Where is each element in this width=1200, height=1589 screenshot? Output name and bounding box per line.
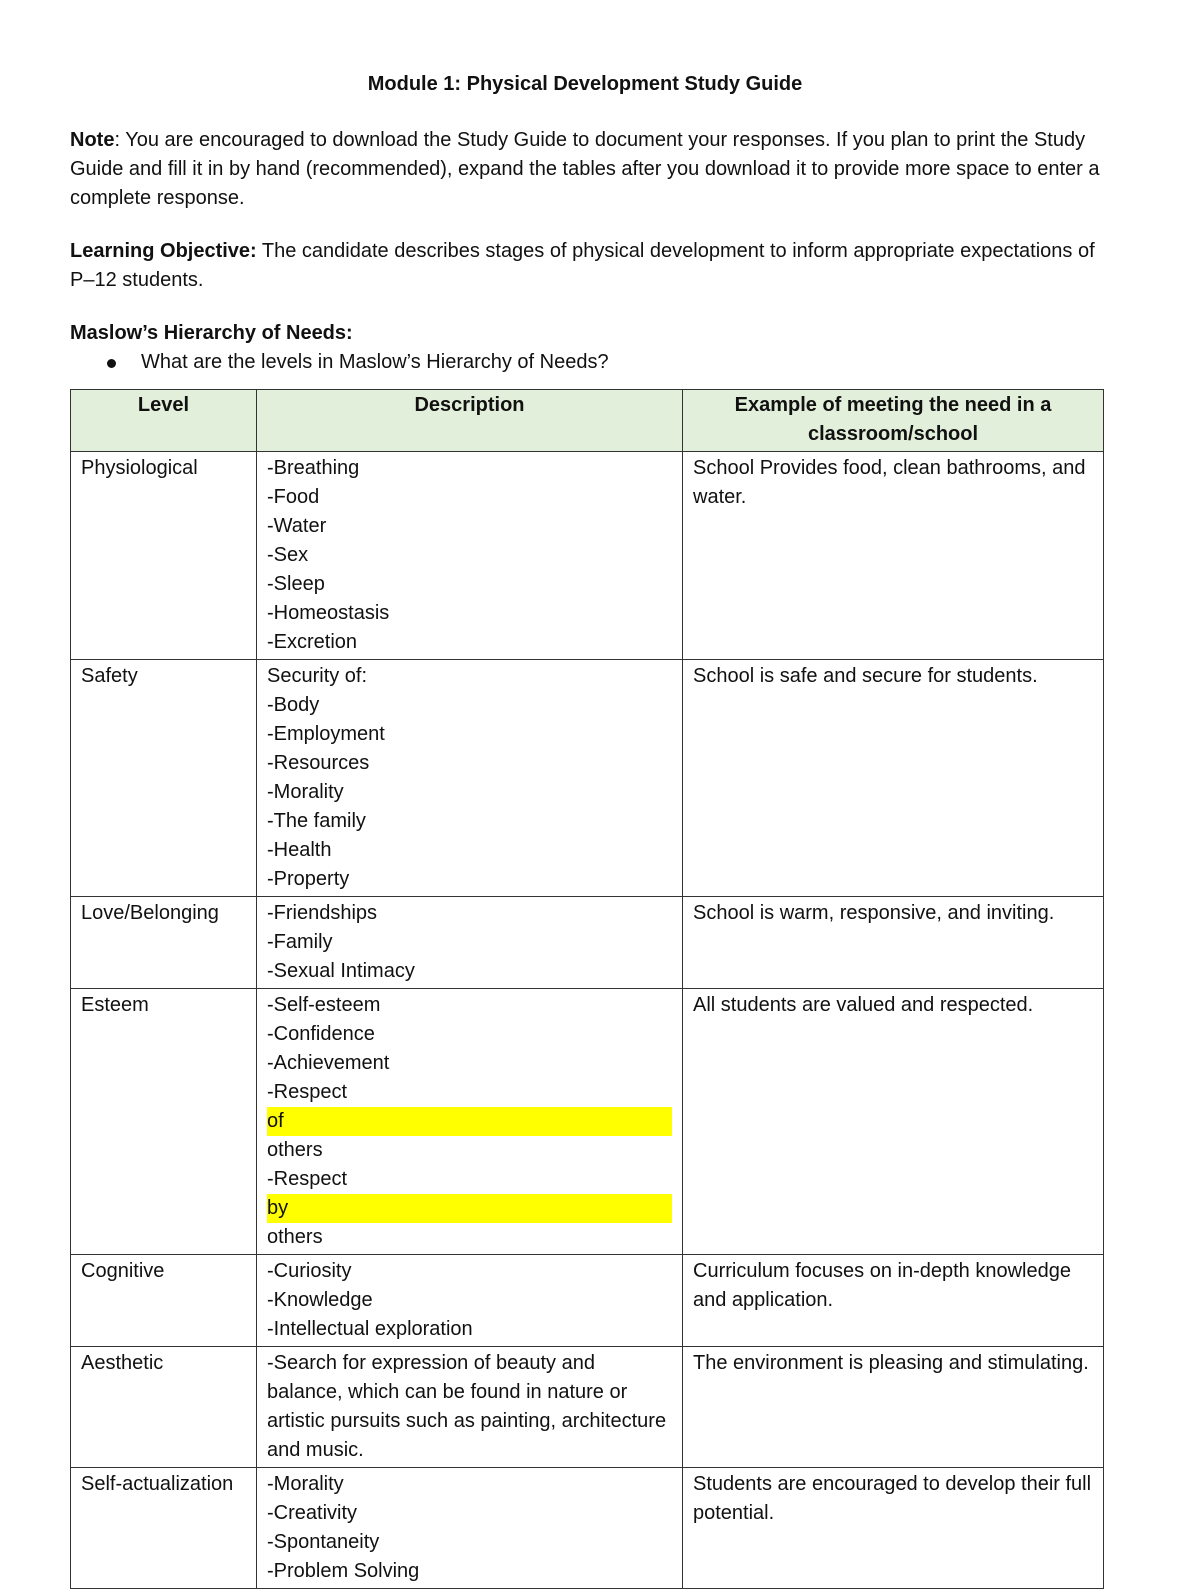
description-line: -Morality (267, 781, 344, 803)
note-paragraph (70, 126, 1115, 213)
example-cell: All students are valued and respected. (683, 989, 1104, 1255)
list-item (70, 348, 1120, 377)
description-line: -Friendships (267, 902, 378, 924)
description-line: -Creativity (267, 1502, 358, 1524)
level-cell: Safety (71, 660, 257, 897)
description-cell (257, 1255, 683, 1347)
table-row (71, 1468, 1104, 1589)
objective-label: Learning Objective: (70, 240, 257, 262)
description-line: -Confidence (267, 1023, 375, 1045)
description-line: -Sleep (267, 573, 325, 595)
description-line (267, 1078, 672, 1165)
column-header-description: Description (257, 390, 683, 452)
description-line: -Property (267, 868, 350, 890)
section-heading: Maslow’s Hierarchy of Needs: (70, 322, 353, 344)
question-list (70, 348, 1120, 377)
description-line: -Problem Solving (267, 1560, 420, 1582)
study-guide-page (70, 68, 1120, 1589)
level-cell: Physiological (71, 452, 257, 660)
respect-prefix: -Respect (267, 1168, 348, 1190)
description-line: -Achievement (267, 1052, 390, 1074)
description-line: -Spontaneity (267, 1531, 380, 1553)
note-label: Note (70, 129, 115, 151)
description-line: -Search for expression of beauty and balance, which can be found in nature or artistic pursuits such as painting, architecture and music. (267, 1352, 667, 1461)
column-header-example: Example of meeting the need in a classroom/school (683, 390, 1104, 452)
note-text: : You are encouraged to download the Study Guide to document your responses. If you plan to print the Study Guide and fill it in by hand (recommended), expand the tables after you download it to provide more space to enter a complete response. (70, 129, 1100, 209)
maslow-table (70, 389, 1104, 1589)
description-cell (257, 1468, 683, 1589)
description-cell (257, 1347, 683, 1468)
table-row (71, 452, 1104, 660)
table-row (71, 1255, 1104, 1347)
level-cell: Self-actualization (71, 1468, 257, 1589)
description-line: -Health (267, 839, 332, 861)
example-cell: School Provides food, clean bathrooms, and water. (683, 452, 1104, 660)
description-line: -Self-esteem (267, 994, 381, 1016)
example-cell: School is warm, responsive, and inviting. (683, 897, 1104, 989)
description-cell (257, 897, 683, 989)
question-text: What are the levels in Maslow’s Hierarchy of Needs? (141, 351, 609, 373)
description-line: -Resources (267, 752, 370, 774)
description-line: -Excretion (267, 631, 358, 653)
description-line: -Family (267, 931, 333, 953)
description-line: -Morality (267, 1473, 344, 1495)
column-header-level: Level (71, 390, 257, 452)
bullet-icon (107, 359, 116, 368)
level-cell: Esteem (71, 989, 257, 1255)
description-line: -The family (267, 810, 366, 832)
description-cell (257, 989, 683, 1255)
table-row (71, 660, 1104, 897)
highlighted-word: by (267, 1194, 672, 1223)
level-cell: Aesthetic (71, 1347, 257, 1468)
description-line: -Employment (267, 723, 385, 745)
description-cell (257, 452, 683, 660)
respect-suffix: others (267, 1226, 323, 1248)
description-line: -Intellectual exploration (267, 1318, 473, 1340)
description-line: Security of: (267, 665, 368, 687)
description-line: -Homeostasis (267, 602, 390, 624)
level-cell: Cognitive (71, 1255, 257, 1347)
description-line: -Knowledge (267, 1289, 373, 1311)
description-line: -Body (267, 694, 320, 716)
table-header-row (71, 390, 1104, 452)
example-cell: Curriculum focuses on in-depth knowledge and application. (683, 1255, 1104, 1347)
table-row (71, 897, 1104, 989)
description-line (267, 1165, 672, 1252)
description-line: -Water (267, 515, 327, 537)
highlighted-word: of (267, 1107, 672, 1136)
description-line: -Sex (267, 544, 309, 566)
example-cell: School is safe and secure for students. (683, 660, 1104, 897)
example-cell: Students are encouraged to develop their full potential. (683, 1468, 1104, 1589)
table-row (71, 989, 1104, 1255)
level-cell: Love/Belonging (71, 897, 257, 989)
respect-prefix: -Respect (267, 1081, 348, 1103)
description-line: -Breathing (267, 457, 360, 479)
description-line: -Sexual Intimacy (267, 960, 415, 982)
respect-suffix: others (267, 1139, 323, 1161)
description-line: -Food (267, 486, 320, 508)
page-title: Module 1: Physical Development Study Guide (367, 73, 803, 95)
description-line: -Curiosity (267, 1260, 352, 1282)
example-cell: The environment is pleasing and stimulating. (683, 1347, 1104, 1468)
table-row (71, 1347, 1104, 1468)
objective-text: The candidate describes stages of physical development to inform appropriate expectations of P–12 students. (70, 240, 1095, 291)
learning-objective-paragraph (70, 237, 1115, 295)
description-cell (257, 660, 683, 897)
